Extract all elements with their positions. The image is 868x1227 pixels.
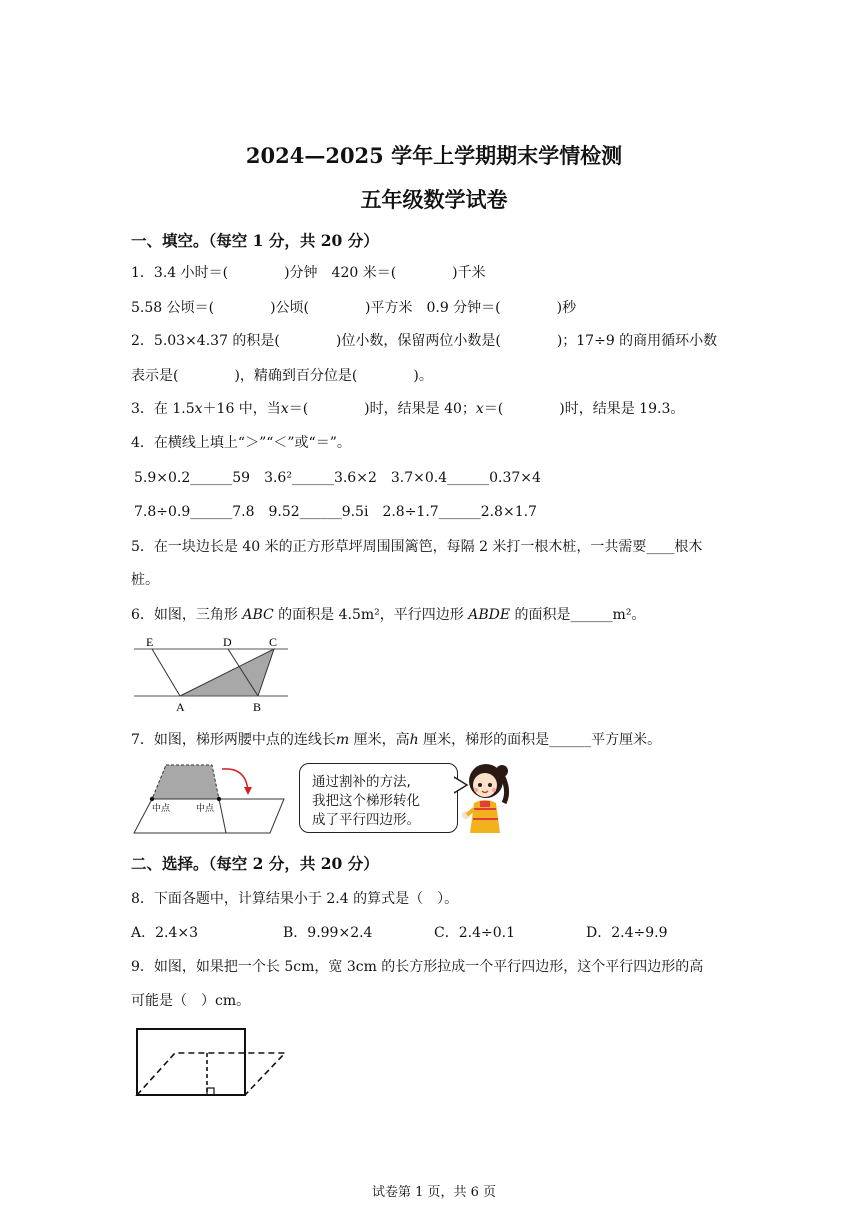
- page-footer: 试卷第 1 页，共 6 页: [371, 1185, 497, 1200]
- q1-line-2: 5.58 公顷＝( )公顷( )平方米 0.9 分钟＝( )秒: [131, 300, 577, 316]
- bubble-line-3: 成了平行四边形。: [312, 812, 420, 828]
- label-a: A: [176, 700, 185, 714]
- exam-subtitle: 五年级数学试卷: [360, 187, 508, 212]
- q2-line-2: 表示是( )，精确到百分位是( )。: [131, 368, 433, 384]
- rectangle: [137, 1029, 245, 1095]
- label-c: C: [269, 635, 278, 649]
- q4-line: 4．在横线上填上“＞”“＜”或“＝”。: [131, 435, 351, 451]
- right-angle-mark: [207, 1088, 214, 1095]
- q8-option-b: B．9.99×2.4: [283, 925, 373, 941]
- midpoint-label-2: 中点: [196, 804, 215, 814]
- q3-line: 3．在 1.5x＋16 中，当x＝( )时，结果是 40；x＝( )时，结果是 19.3。: [131, 401, 685, 417]
- trapezoid-leg: [219, 799, 226, 833]
- q6-line: 6．如图，三角形 ABC 的面积是 4.5m²，平行四边形 ABDE 的面积是______m²。: [131, 607, 646, 623]
- bubble-line-2: 我把这个梯形转化: [312, 793, 420, 809]
- q8-option-d: D．2.4÷9.9: [586, 925, 668, 941]
- speech-bubble: [299, 763, 458, 833]
- q8-option-c: C．2.4÷0.1: [434, 925, 515, 941]
- q4-row-2: 7.8÷0.9______7.8 9.52______9.5i 2.8÷1.7______2.8×1.7: [134, 504, 537, 520]
- q5-line-1: 5．在一块边长是 40 米的正方形草坪周围围篱笆，每隔 2 米打一根木桩，一共需要____根木: [131, 539, 703, 555]
- q2-line-1: 2．5.03×4.37 的积是( )位小数，保留两位小数是( )；17÷9 的商用循环小数: [131, 333, 718, 349]
- label-d: D: [223, 635, 232, 649]
- exam-title: 2024—2025 学年上学期期末学情检测: [245, 143, 623, 168]
- triangle-abc: [180, 649, 274, 696]
- q8-line: 8．下面各题中，计算结果小于 2.4 的算式是（ ）。: [131, 891, 459, 907]
- q1-line-1: 1．3.4 小时＝( )分钟 420 米＝( )千米: [131, 265, 486, 281]
- q5-line-2: 桩。: [131, 572, 159, 588]
- q8-option-a: A．2.4×3: [131, 925, 199, 941]
- section-2-heading: 二、选择。（每空 2 分，共 20 分）: [131, 854, 379, 873]
- trapezoid-top-part: [152, 765, 219, 799]
- midpoint-dot-left: [150, 797, 154, 801]
- label-e: E: [146, 635, 154, 649]
- label-b: B: [253, 700, 262, 714]
- rotate-arrow: [222, 769, 248, 791]
- midpoint-label-1: 中点: [152, 804, 171, 814]
- q7-line: 7．如图，梯形两腰中点的连线长m 厘米，高h 厘米，梯形的面积是______平方厘米。: [131, 732, 662, 748]
- q9-line-1: 9．如图，如果把一个长 5cm，宽 3cm 的长方形拉成一个平行四边形，这个平行四边形的高: [131, 959, 704, 975]
- q7-figure: [130, 757, 295, 837]
- parallelogram-dashed: [137, 1053, 285, 1095]
- segment-ea: [152, 649, 180, 696]
- bubble-line-1: 通过割补的方法,: [312, 774, 411, 790]
- q4-row-1: 5.9×0.2______59 3.6²______3.6×2 3.7×0.4______0.37×4: [134, 470, 541, 486]
- q9-figure: [134, 1026, 290, 1100]
- midpoint-dot-right: [217, 797, 221, 801]
- arrow-head-icon: [244, 787, 252, 795]
- girl-illustration-icon: [458, 757, 512, 835]
- section-1-heading: 一、填空。（每空 1 分，共 20 分）: [131, 231, 379, 250]
- q6-figure: [130, 634, 295, 714]
- q9-line-2: 可能是（ ）cm。: [131, 993, 251, 1009]
